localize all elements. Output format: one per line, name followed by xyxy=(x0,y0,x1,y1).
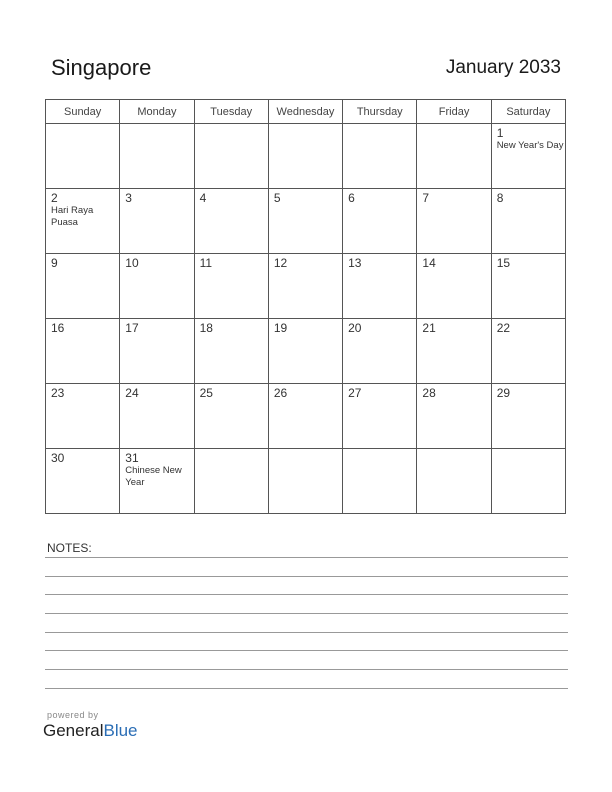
brand-general: General xyxy=(43,721,104,740)
day-cell xyxy=(343,189,417,254)
day-number: 15 xyxy=(496,256,511,270)
day-cell xyxy=(491,384,565,449)
note-line xyxy=(45,557,568,558)
day-cell xyxy=(268,319,342,384)
day-number: 20 xyxy=(348,321,362,335)
week-row xyxy=(46,384,566,449)
day-number: 30 xyxy=(51,451,65,465)
day-cell xyxy=(417,189,491,254)
week-row xyxy=(46,449,566,514)
note-line xyxy=(45,632,568,633)
day-cell xyxy=(46,384,120,449)
day-cell xyxy=(194,124,268,189)
brand-logo xyxy=(43,721,138,741)
day-number: 12 xyxy=(273,256,288,270)
day-cell xyxy=(194,189,268,254)
day-cell xyxy=(417,384,491,449)
note-line xyxy=(45,650,568,651)
day-cell xyxy=(194,384,268,449)
day-number: 31 xyxy=(125,451,139,465)
day-cell xyxy=(120,449,194,514)
day-number: 27 xyxy=(348,386,362,400)
day-number: 17 xyxy=(125,321,139,335)
day-cell xyxy=(417,449,491,514)
holiday-label: Chinese New Year xyxy=(125,465,182,488)
day-cell xyxy=(491,189,565,254)
day-number: 25 xyxy=(199,386,213,400)
notes-label: NOTES: xyxy=(47,541,92,555)
day-cell xyxy=(268,384,342,449)
holiday-label: New Year's Day xyxy=(496,140,564,151)
day-cell xyxy=(268,189,342,254)
day-cell xyxy=(343,254,417,319)
day-cell xyxy=(120,319,194,384)
powered-by-text: powered by xyxy=(47,710,99,720)
note-line xyxy=(45,594,568,595)
day-cell xyxy=(343,319,417,384)
day-number: 29 xyxy=(496,386,511,400)
day-number: 2 xyxy=(51,191,58,205)
day-number: 11 xyxy=(199,256,213,270)
note-line xyxy=(45,613,568,614)
weekday-wednesday: Wednesday xyxy=(268,100,342,124)
note-line xyxy=(45,688,568,689)
day-cell xyxy=(194,449,268,514)
day-cell xyxy=(343,384,417,449)
day-cell xyxy=(46,449,120,514)
day-cell xyxy=(120,189,194,254)
day-cell xyxy=(120,254,194,319)
day-number: 6 xyxy=(348,191,355,205)
day-number: 28 xyxy=(422,386,436,400)
brand-blue: Blue xyxy=(103,721,138,740)
day-number: 22 xyxy=(496,321,511,335)
day-number: 1 xyxy=(496,126,504,140)
day-cell xyxy=(268,124,342,189)
day-cell xyxy=(46,319,120,384)
day-number: 5 xyxy=(273,191,281,205)
week-row xyxy=(46,124,566,189)
day-number: 14 xyxy=(422,256,436,270)
week-row xyxy=(46,254,566,319)
day-cell xyxy=(268,449,342,514)
weekday-sunday: Sunday xyxy=(46,100,120,124)
country-title: Singapore xyxy=(51,55,152,80)
day-number: 3 xyxy=(125,191,132,205)
day-cell xyxy=(417,124,491,189)
holiday-label: Hari Raya Puasa xyxy=(51,205,94,228)
weekday-saturday: Saturday xyxy=(491,100,565,124)
day-number: 23 xyxy=(51,386,65,400)
day-number: 21 xyxy=(422,321,436,335)
note-line xyxy=(45,669,568,670)
day-cell xyxy=(417,254,491,319)
day-cell xyxy=(120,124,194,189)
day-number: 7 xyxy=(422,191,430,205)
weekday-thursday: Thursday xyxy=(343,100,417,124)
day-cell xyxy=(343,449,417,514)
day-number: 19 xyxy=(273,321,288,335)
week-row xyxy=(46,189,566,254)
day-cell xyxy=(120,384,194,449)
day-cell xyxy=(491,449,565,514)
day-cell xyxy=(491,124,565,189)
weekday-friday: Friday xyxy=(417,100,491,124)
note-line xyxy=(45,576,568,577)
day-number: 13 xyxy=(348,256,362,270)
day-cell xyxy=(46,189,120,254)
day-cell xyxy=(491,319,565,384)
day-cell xyxy=(46,254,120,319)
weekday-tuesday: Tuesday xyxy=(194,100,268,124)
day-number: 4 xyxy=(199,191,207,205)
day-cell xyxy=(417,319,491,384)
day-number: 10 xyxy=(125,256,139,270)
day-number: 24 xyxy=(125,386,139,400)
day-number: 8 xyxy=(496,191,504,205)
day-number: 9 xyxy=(51,256,58,270)
day-number: 18 xyxy=(199,321,213,335)
day-cell xyxy=(343,124,417,189)
day-number: 26 xyxy=(273,386,288,400)
day-cell xyxy=(194,319,268,384)
weekday-header-row xyxy=(46,100,566,124)
day-cell xyxy=(46,124,120,189)
week-row xyxy=(46,319,566,384)
day-number: 16 xyxy=(51,321,65,335)
day-cell xyxy=(491,254,565,319)
calendar-grid xyxy=(45,99,566,514)
month-year-title: January 2033 xyxy=(445,57,561,78)
weekday-monday: Monday xyxy=(120,100,194,124)
day-cell xyxy=(268,254,342,319)
day-cell xyxy=(194,254,268,319)
